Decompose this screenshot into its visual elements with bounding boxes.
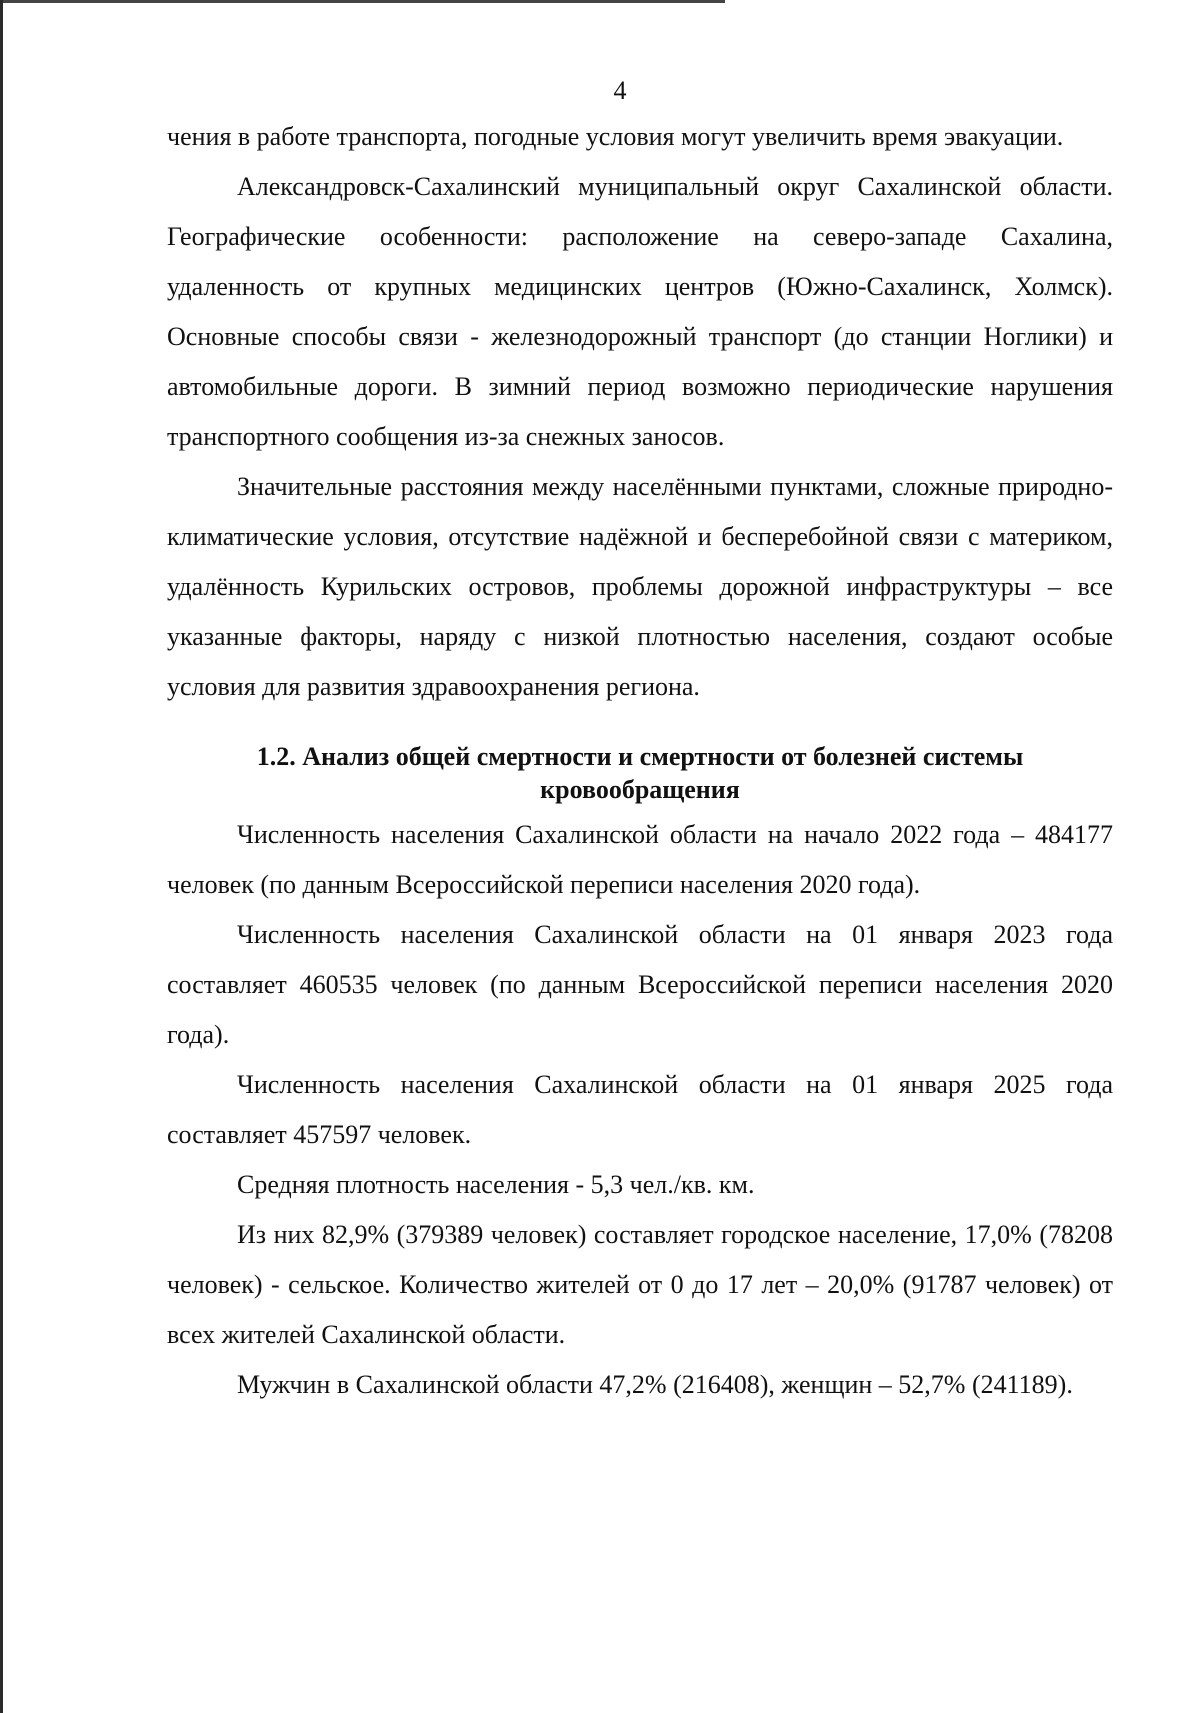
page-number: 4 (613, 76, 627, 105)
paragraph-gender: Мужчин в Сахалинской области 47,2% (216408), женщин – 52,7% (241189). (237, 1370, 1073, 1399)
section-heading (167, 740, 1113, 806)
section-heading-line-1: 1.2. Анализ общей смертности и смертности от болезней системы (256, 742, 1024, 771)
paragraph-population-2023: Численность населения Сахалинской области на 01 января 2023 года составляет 460535 человек (по данным Всероссийской переписи населения 2020 года). (167, 920, 1113, 1049)
paragraph-urban-rural: Из них 82,9% (379389 человек) составляет городское население, 17,0% (78208 человек) - сельское. Количество жителей от 0 до 17 лет – 20,0% (91787 человек) от всех жителей Сахалинской области. (167, 1220, 1113, 1349)
section-heading-line-2: кровообращения (540, 775, 740, 804)
paragraph-continuation: чения в работе транспорта, погодные условия могут увеличить время эвакуации. (167, 122, 1064, 151)
paragraph-population-2025: Численность населения Сахалинской области на 01 января 2025 года составляет 457597 человек. (167, 1070, 1113, 1149)
paragraph-aleksandrovsk: Александровск-Сахалинский муниципальный округ Сахалинской области. Географические особенности: расположение на северо-западе Сахалина, удаленность от крупных медицинских центров (Южно-Сахалинск, Холмск). Основные способы связи - железнодорожный транспорт (до станции Ноглики) и автомобильные дороги. В зимний период возможно периодические нарушения транспортного сообщения из-за снежных заносов. (167, 172, 1113, 451)
paragraph-distances: Значительные расстояния между населёнными пунктами, сложные природно-климатические условия, отсутствие надёжной и бесперебойной связи с материком, удалённость Курильских островов, проблемы дорожной инфраструктуры – все указанные факторы, наряду с низкой плотностью населения, создают особые условия для развития здравоохранения региона. (167, 472, 1113, 701)
body-text (167, 112, 1113, 1410)
paragraph-population-2022: Численность населения Сахалинской области на начало 2022 года – 484177 человек (по данным Всероссийской переписи населения 2020 года). (167, 820, 1113, 899)
paragraph-density: Средняя плотность населения - 5,3 чел./кв. км. (237, 1170, 755, 1199)
